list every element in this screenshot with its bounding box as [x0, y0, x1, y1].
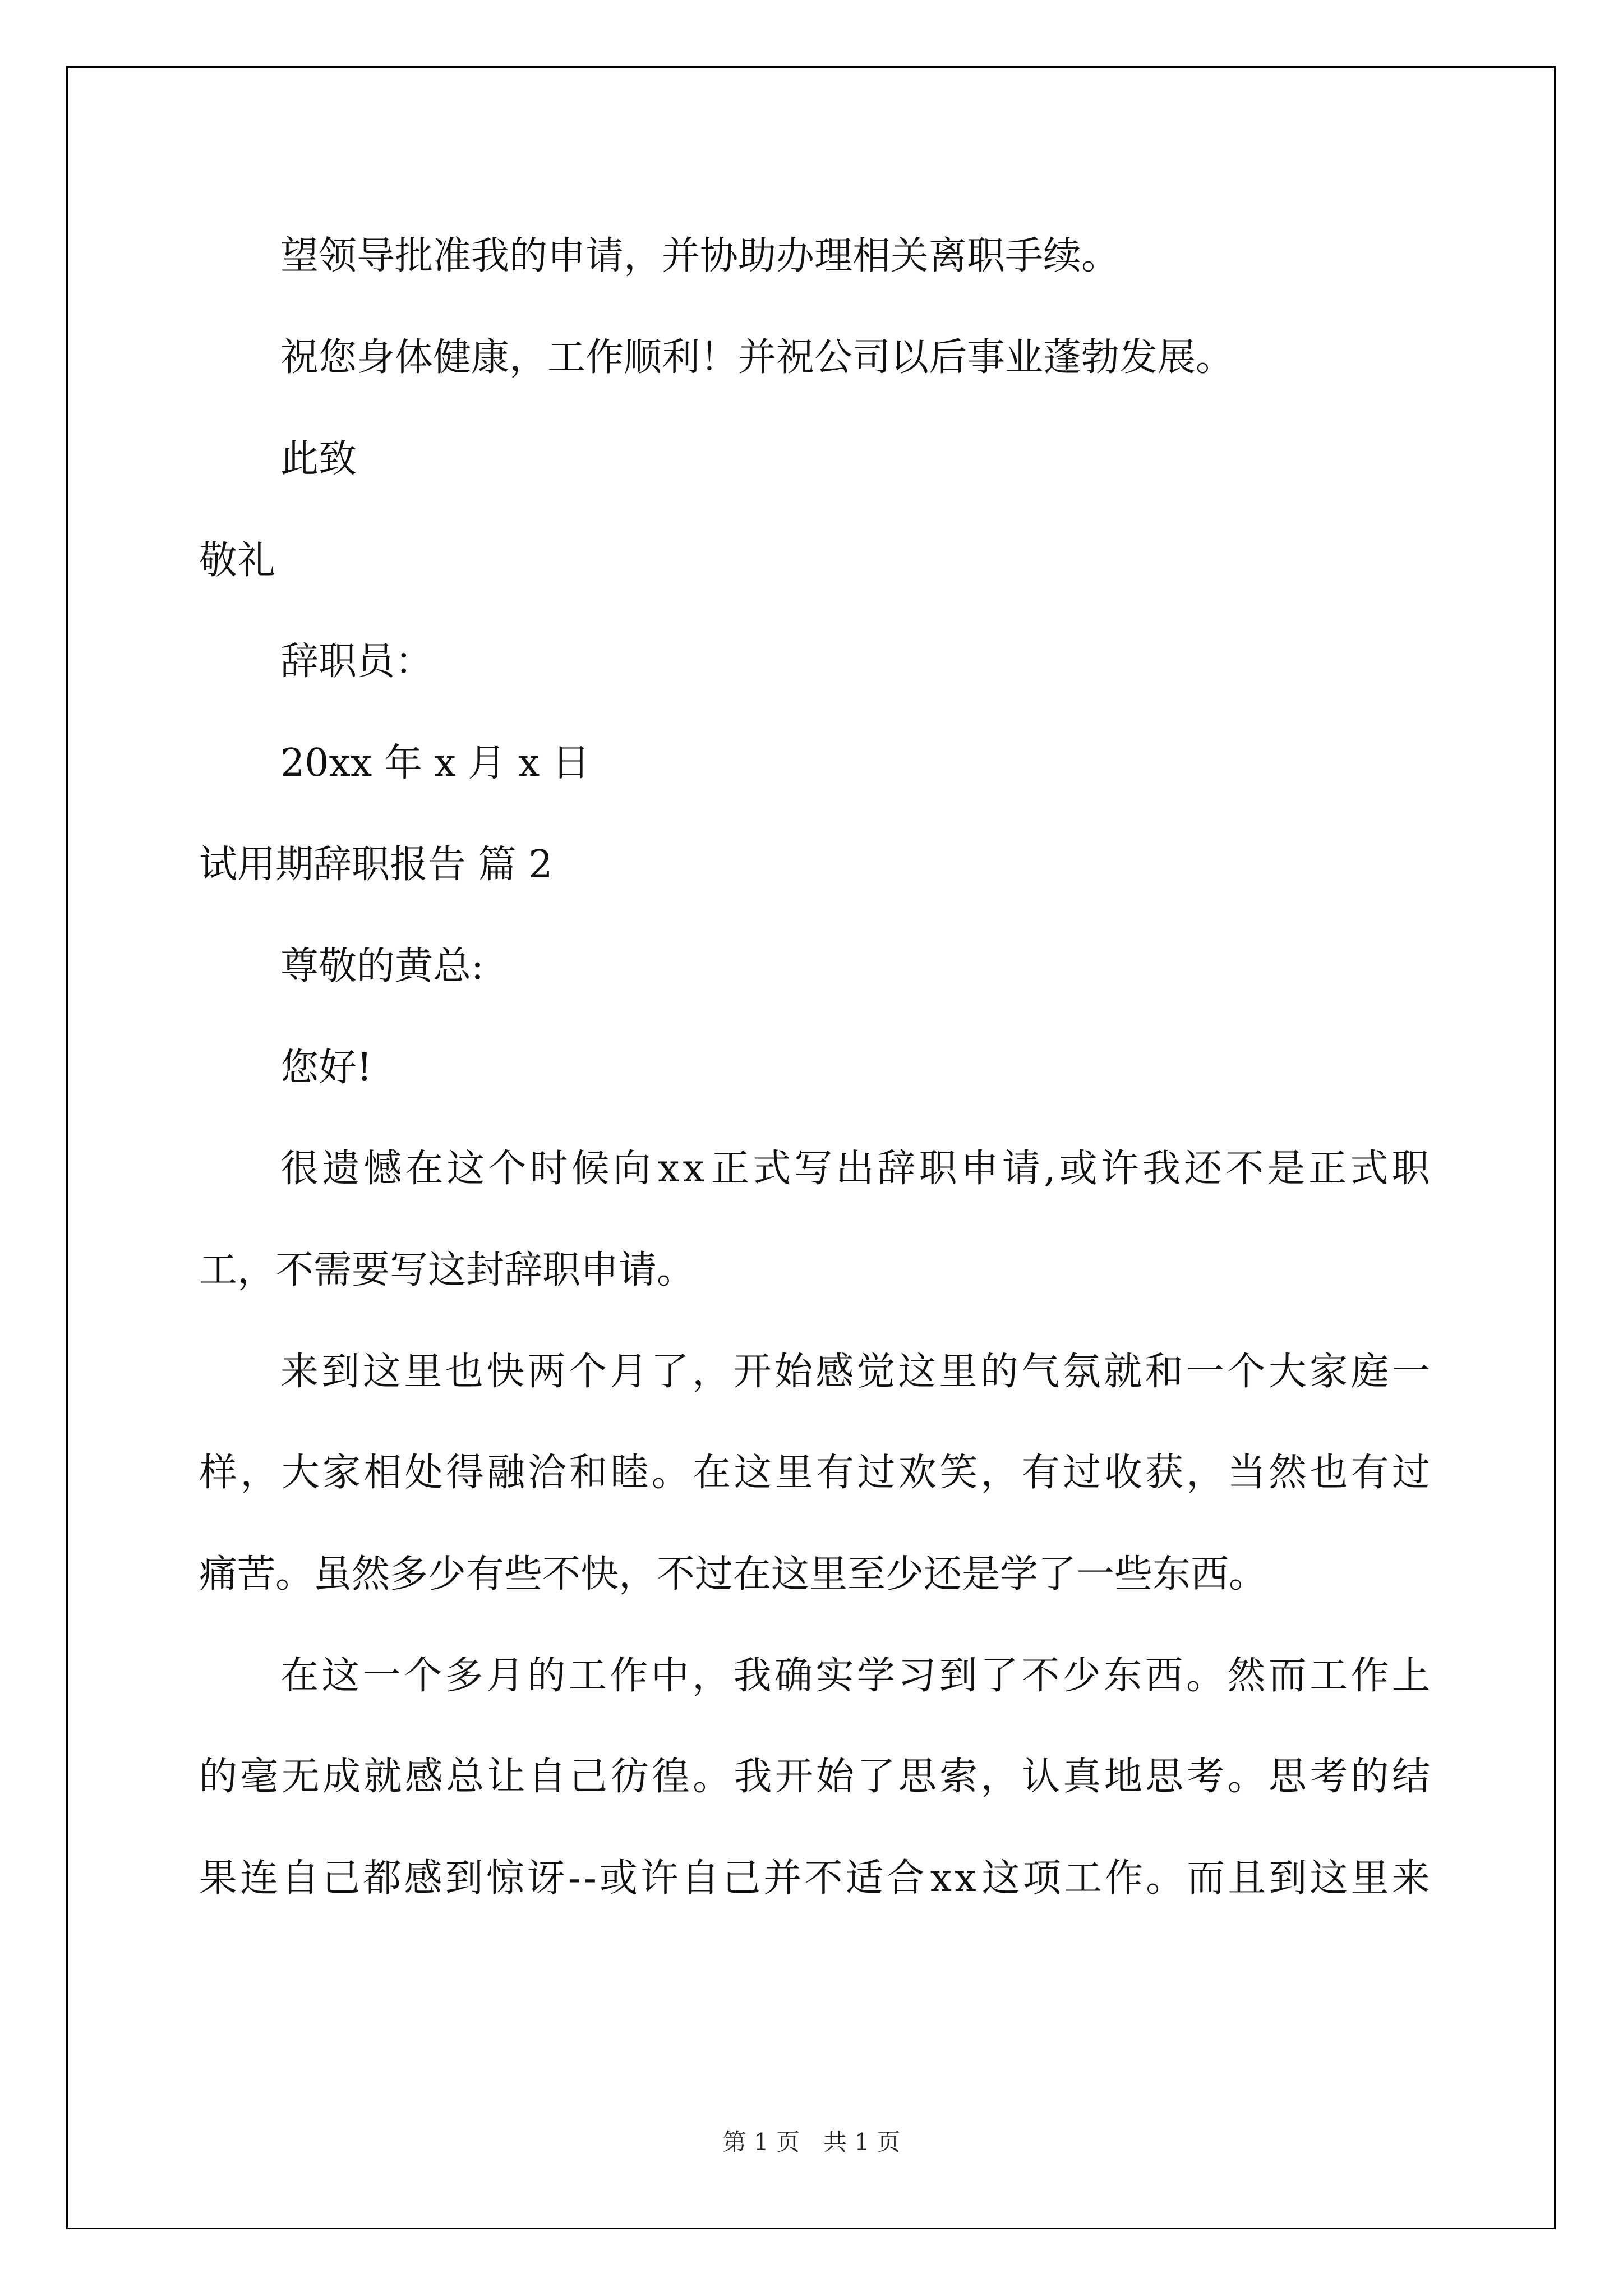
letter-greeting: 尊敬的黄总: [280, 944, 484, 988]
paragraph-line: 的 毫 无 成 就 感 总 让 自 己 彷 徨 。 我 开 始 了 思 索 ， 认 真 地 思 考 。 思 考 的 结 [199, 1755, 1430, 1799]
paragraph-well-wishes: 祝您身体健康，工作顺利！并祝公司以后事业蓬勃发展。 [280, 335, 1234, 380]
letter-hello: 您好! [280, 1046, 372, 1090]
paragraph-line: 痛苦。虽然多少有些不快，不过在这里至少还是学了一些东西。 [199, 1552, 1267, 1596]
closing-salutation: 此致 [280, 437, 357, 481]
page-footer: 第 1 页 共 1 页 [722, 2128, 901, 2156]
date-line: 20xx 年 x 月 x 日 [280, 741, 591, 785]
closing-regards: 敬礼 [199, 539, 276, 583]
signature-label: 辞职员： [280, 639, 434, 684]
paragraph-request-approval: 望领导批准我的申请，并协助办理相关离职手续。 [280, 234, 1120, 278]
paragraph-line: 来 到 这 里 也 快 两 个 月 了 ， 开 始 感 觉 这 里 的 气 氛 就 和 一 个 大 家 庭 一 [280, 1350, 1430, 1394]
section-heading: 试用期辞职报告 篇 2 [199, 843, 553, 887]
paragraph-line: 样 ， 大 家 相 处 得 融 洽 和 睦 。 在 这 里 有 过 欢 笑 ， 有 过 收 获 ， 当 然 也 有 过 [199, 1451, 1430, 1495]
paragraph-line: 果 连 自 己 都 感 到 惊 讶 - - 或 许 自 己 并 不 适 合 x x 这 项 工 作 。 而 且 到 这 里 来 [199, 1856, 1430, 1901]
paragraph-line: 很 遗 憾 在 这 个 时 候 向 x x 正 式 写 出 辞 职 申 请 , 或 许 我 还 不 是 正 式 职 [280, 1147, 1430, 1191]
paragraph-line: 在 这 一 个 多 月 的 工 作 中 ， 我 确 实 学 习 到 了 不 少 东 西 。 然 而 工 作 上 [280, 1654, 1430, 1698]
paragraph-line: 工，不需要写这封辞职申请。 [199, 1248, 695, 1292]
